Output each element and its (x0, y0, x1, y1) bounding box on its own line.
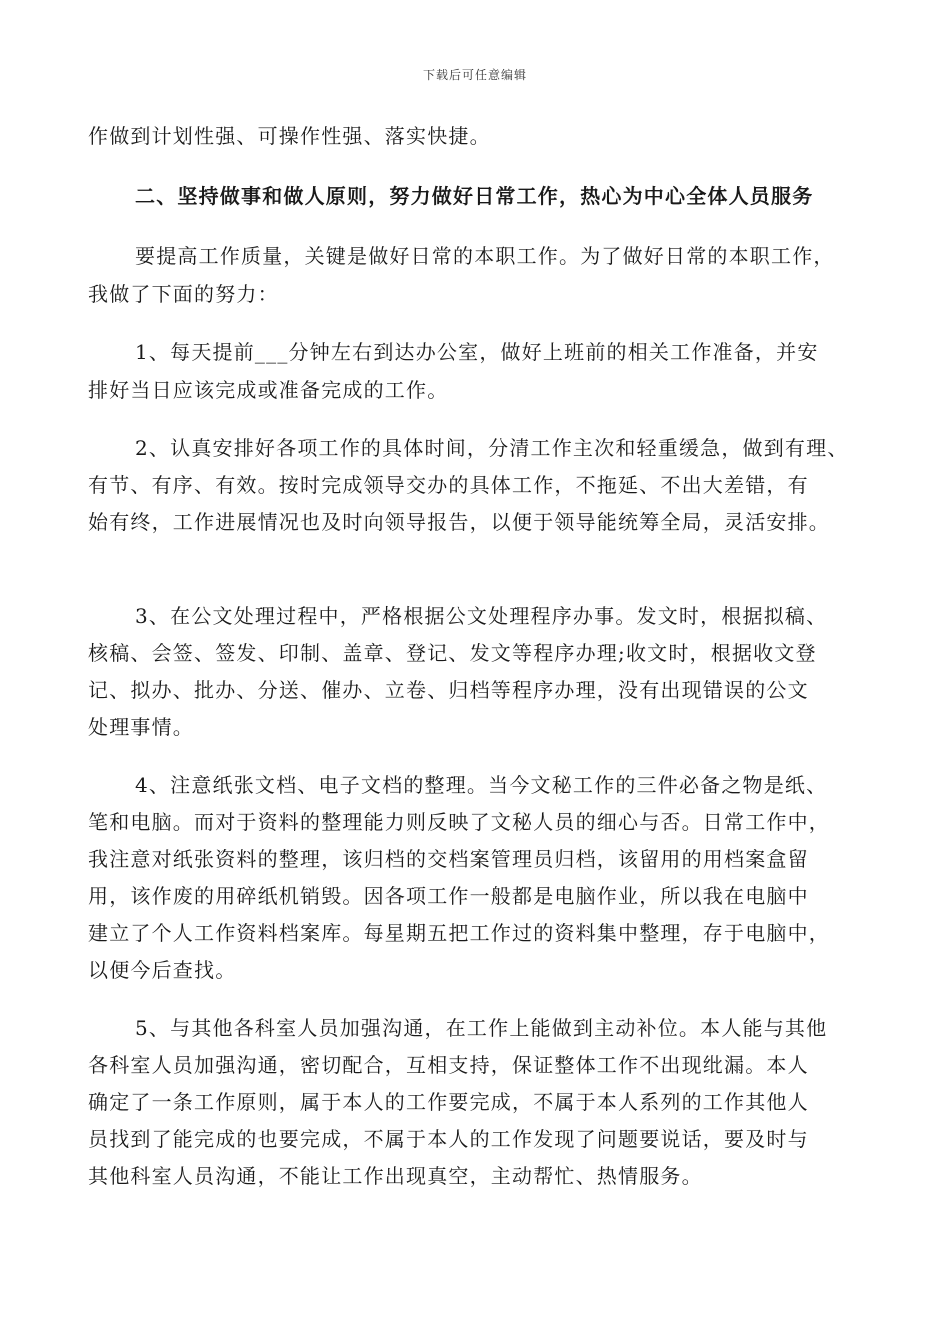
header-note: 下载后可任意编辑 (422, 68, 527, 82)
text-line: 始有终，工作进展情况也及时向领导报告，以便于领导能统筹全局，灵活安排。 (88, 510, 830, 534)
text-line: 3、在公文处理过程中，严格根据公文处理程序办事。发文时，根据拟稿、 (135, 604, 828, 628)
text-line: 建立了个人工作资料档案库。每星期五把工作过的资料集中整理，存于电脑中， (88, 921, 830, 945)
text-line: 以便今后查找。 (88, 958, 237, 982)
text-line: 员找到了能完成的也要完成，不属于本人的工作发现了问题要说话，要及时与 (88, 1127, 809, 1151)
text-line: 5、与其他各科室人员加强沟通，在工作上能做到主动补位。本人能与其他 (135, 1016, 828, 1040)
text-line: 我注意对纸张资料的整理，该归档的交档案管理员归档，该留用的用档案盒留 (88, 847, 809, 871)
text-line: 有节、有序、有效。按时完成领导交办的具体工作，不拖延、不出大差错，有 (88, 473, 809, 497)
text-line: 笔和电脑。而对于资料的整理能力则反映了文秘人员的细心与否。日常工作中， (88, 810, 830, 834)
text-line: 各科室人员加强沟通，密切配合，互相支持，保证整体工作不出现纰漏。本人 (88, 1053, 809, 1077)
text-line: 其他科室人员沟通，不能让工作出现真空，主动帮忙、热情服务。 (88, 1164, 703, 1188)
text-line: 4、注意纸张文档、电子文档的整理。当今文秘工作的三件必备之物是纸、 (135, 773, 828, 797)
text-line: 排好当日应该完成或准备完成的工作。 (88, 378, 449, 402)
text-line: 2、认真安排好各项工作的具体时间，分清工作主次和轻重缓急，做到有理、 (135, 436, 849, 460)
text-line: 核稿、会签、签发、印制、盖章、登记、发文等程序办理;收文时，根据收文登 (88, 641, 817, 665)
text-line: 用，该作废的用碎纸机销毁。因各项工作一般都是电脑作业，所以我在电脑中 (88, 884, 809, 908)
text-line: 要提高工作质量，关键是做好日常的本职工作。为了做好日常的本职工作， (135, 244, 835, 268)
text-line: 处理事情。 (88, 715, 194, 739)
text-line: 我做了下面的努力： (88, 282, 279, 306)
text-line: 记、拟办、批办、分送、催办、立卷、归档等程序办理，没有出现错误的公文 (88, 678, 809, 702)
text-line: 1、每天提前___分钟左右到达办公室，做好上班前的相关工作准备，并安 (135, 340, 819, 364)
text-line: 作做到计划性强、可操作性强、落实快捷。 (88, 124, 491, 148)
text-line: 确定了一条工作原则，属于本人的工作要完成，不属于本人系列的工作其他人 (88, 1090, 809, 1114)
section-heading: 二、坚持做事和做人原则，努力做好日常工作，热心为中心全体人员服务 (135, 184, 814, 208)
